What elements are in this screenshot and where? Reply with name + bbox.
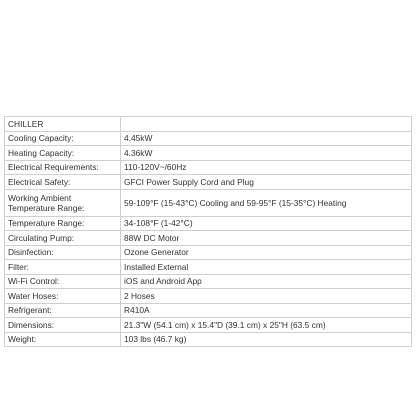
row-label: Heating Capacity: bbox=[5, 146, 121, 161]
row-value: 2 Hoses bbox=[121, 289, 412, 304]
table-row-electrical-safety bbox=[5, 175, 412, 190]
row-label: Dimensions: bbox=[5, 318, 121, 333]
row-value: 103 lbs (46.7 kg) bbox=[121, 332, 412, 347]
row-value: 34-108°F (1-42°C) bbox=[121, 216, 412, 231]
row-label: Cooling Capacity: bbox=[5, 131, 121, 146]
row-label: Water Hoses: bbox=[5, 289, 121, 304]
row-value: 21.3"W (54.1 cm) x 15.4"D (39.1 cm) x 25"H (63.5 cm) bbox=[121, 318, 412, 333]
row-label: Refrigerant: bbox=[5, 303, 121, 318]
row-label: Temperature Range: bbox=[5, 216, 121, 231]
table-row-filter bbox=[5, 260, 412, 275]
row-label: Working Ambient Temperature Range: bbox=[5, 189, 121, 216]
row-value: 4.36kW bbox=[121, 146, 412, 161]
row-label: Disinfection: bbox=[5, 245, 121, 260]
table-row-refrigerant bbox=[5, 303, 412, 318]
table-row-water-hoses bbox=[5, 289, 412, 304]
row-value: 59-109°F (15-43°C) Cooling and 59-95°F (15-35°C) Heating bbox=[121, 189, 412, 216]
row-value: 110-120V~/60Hz bbox=[121, 160, 412, 175]
table-row-chiller bbox=[5, 117, 412, 132]
row-label: Weight: bbox=[5, 332, 121, 347]
table-row-weight bbox=[5, 332, 412, 347]
table-row-temperature-range bbox=[5, 216, 412, 231]
row-label: Wi-Fi Control: bbox=[5, 274, 121, 289]
table-row-circulating-pump bbox=[5, 231, 412, 246]
row-label: Filter: bbox=[5, 260, 121, 275]
row-value: R410A bbox=[121, 303, 412, 318]
table-row-wifi-control bbox=[5, 274, 412, 289]
table-row-disinfection bbox=[5, 245, 412, 260]
row-value: 4.45kW bbox=[121, 131, 412, 146]
row-value: 88W DC Motor bbox=[121, 231, 412, 246]
row-value bbox=[121, 117, 412, 132]
row-label: Electrical Requirements: bbox=[5, 160, 121, 175]
row-label: Electrical Safety: bbox=[5, 175, 121, 190]
spec-table bbox=[4, 116, 412, 347]
table-row-cooling-capacity bbox=[5, 131, 412, 146]
row-value: Ozone Generator bbox=[121, 245, 412, 260]
row-label: Circulating Pump: bbox=[5, 231, 121, 246]
row-value: Installed External bbox=[121, 260, 412, 275]
row-value: iOS and Android App bbox=[121, 274, 412, 289]
row-label: CHILLER bbox=[5, 117, 121, 132]
table-row-electrical-requirements bbox=[5, 160, 412, 175]
table-row-heating-capacity bbox=[5, 146, 412, 161]
table-row-dimensions bbox=[5, 318, 412, 333]
table-row-working-ambient-temperature bbox=[5, 189, 412, 216]
row-value: GFCI Power Supply Cord and Plug bbox=[121, 175, 412, 190]
